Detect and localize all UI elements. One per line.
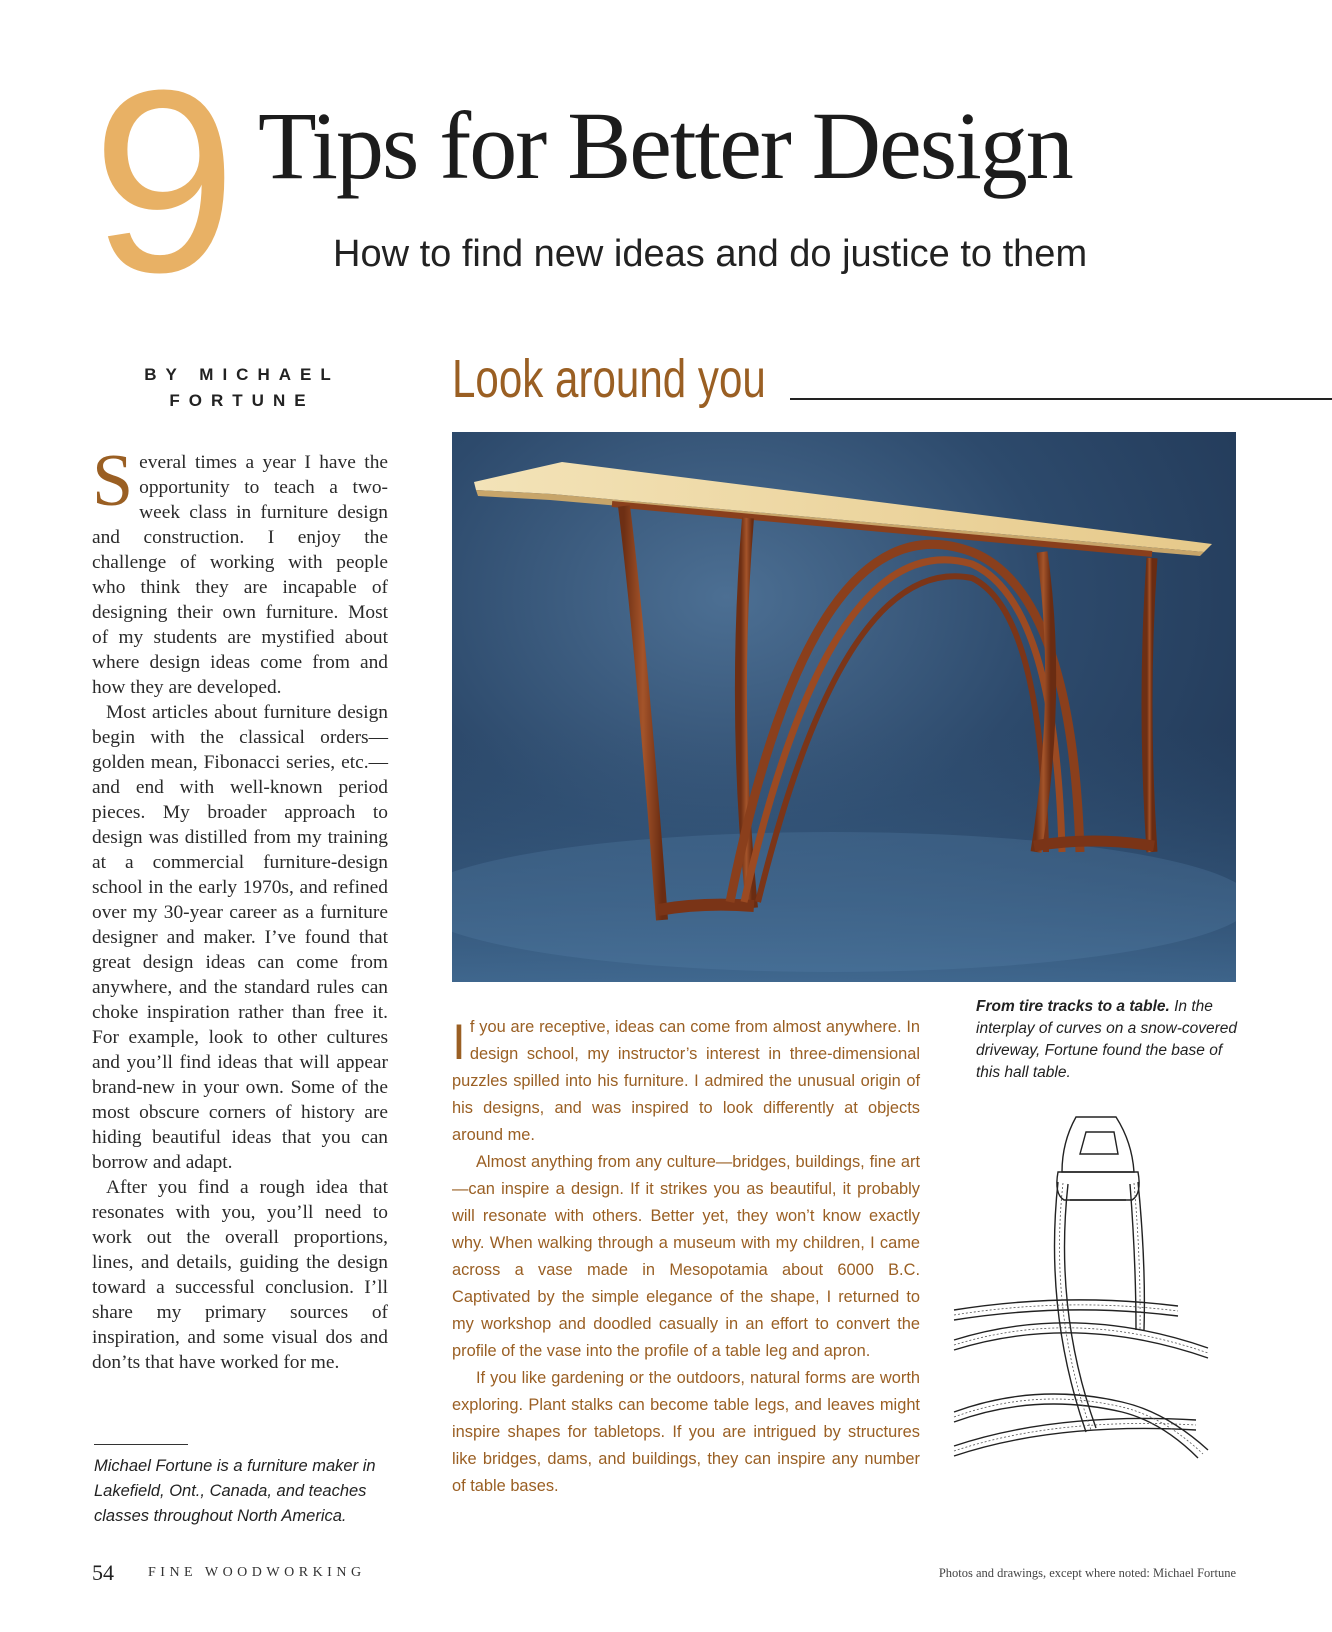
intro-paragraph-1 bbox=[92, 440, 388, 700]
intro-dropcap: S bbox=[92, 440, 134, 522]
photo-caption bbox=[976, 996, 1246, 1084]
byline-line-2: FORTUNE bbox=[169, 391, 315, 410]
author-note: Michael Fortune is a furniture maker in Lakefield, Ont., Canada, and teaches classes throughout North America. bbox=[94, 1457, 376, 1525]
byline-line-1: BY MICHAEL bbox=[144, 365, 340, 384]
tire-tracks-drawing bbox=[946, 1112, 1224, 1462]
main-paragraph-1-text: f you are receptive, ideas can come from almost anywhere. In design school, my instructor’s interest in three-dimensional puzzles spilled into his furniture. I admired the unusual origin of his designs, and was inspired to look differently at objects around me. bbox=[452, 1018, 920, 1144]
magazine-name: FINE WOODWORKING bbox=[148, 1565, 366, 1580]
intro-paragraph-2: Most articles about furniture design begin with the classical orders—golden mean, Fibonacci series, etc.—and end with well-known period pieces. My broader approach to design was distilled from my training at a commercial furniture-design school in the early 1970s, and refined over my 30-year career as a furniture designer and maker. I’ve found that great design ideas can come from anywhere, and the standard rules can choke inspiration rather than free it. For example, look to other cultures and you’ll find ideas that will appear brand-new in your own. Some of the most obscure corners of history are hiding beautiful ideas that you can borrow and adapt. bbox=[92, 702, 388, 1173]
title-number: 9 bbox=[92, 37, 231, 327]
hall-table-illustration bbox=[452, 432, 1236, 982]
main-paragraph-3: If you like gardening or the outdoors, natural forms are worth exploring. Plant stalks can become table legs, and leaves might inspire shapes for tabletops. If you are intrigued by structures like bridges, dams, and buildings, they can inspire any number of table bases. bbox=[452, 1369, 920, 1495]
caption-text: In the interplay of curves on a snow-covered driveway, Fortune found the base of this hall table. bbox=[976, 998, 1238, 1081]
photo-credits: Photos and drawings, except where noted: Michael Fortune bbox=[938, 1566, 1236, 1580]
tire-tracks-illustration bbox=[946, 1112, 1224, 1462]
author-note-divider bbox=[94, 1444, 188, 1445]
page-number: 54 bbox=[92, 1560, 114, 1585]
page-subtitle: How to find new ideas and do justice to them bbox=[333, 233, 1088, 275]
main-column bbox=[452, 1014, 920, 1500]
main-dropcap: I bbox=[452, 1014, 466, 1070]
section-heading-rule bbox=[790, 398, 1332, 400]
byline bbox=[92, 362, 392, 414]
intro-column bbox=[92, 440, 388, 1375]
intro-paragraph-3: After you find a rough idea that resonates with you, you’ll need to work out the overall proportions, lines, and details, guiding the design toward a successful conclusion. I’ll share my primary sources of inspiration, and some visual dos and don’ts that have worked for me. bbox=[92, 1177, 388, 1373]
intro-paragraph-1-text: everal times a year I have the opportunity to teach a two-week class in furniture design and construction. I enjoy the challenge of working with people who think they are incapable of designing their own furniture. Most of my students are mystified about where design ideas come from and how they are developed. bbox=[92, 452, 388, 698]
page-title: Tips for Better Design bbox=[258, 92, 1072, 199]
section-heading: Look around you bbox=[452, 349, 766, 409]
hall-table-photo bbox=[452, 432, 1236, 982]
main-paragraph-1 bbox=[452, 1014, 920, 1149]
caption-lead: From tire tracks to a table. bbox=[976, 998, 1170, 1015]
main-paragraph-2: Almost anything from any culture—bridges, buildings, fine art—can inspire a design. If it strikes you as beautiful, it probably will resonate with others. Better yet, they won’t know exactly why. When walking through a museum with my children, I came across a vase made in Mesopotamia about 6000 B.C. Captivated by the simple elegance of the shape, I returned to my workshop and doodled casually in an effort to convert the profile of the vase into the profile of a table leg and apron. bbox=[452, 1153, 920, 1360]
